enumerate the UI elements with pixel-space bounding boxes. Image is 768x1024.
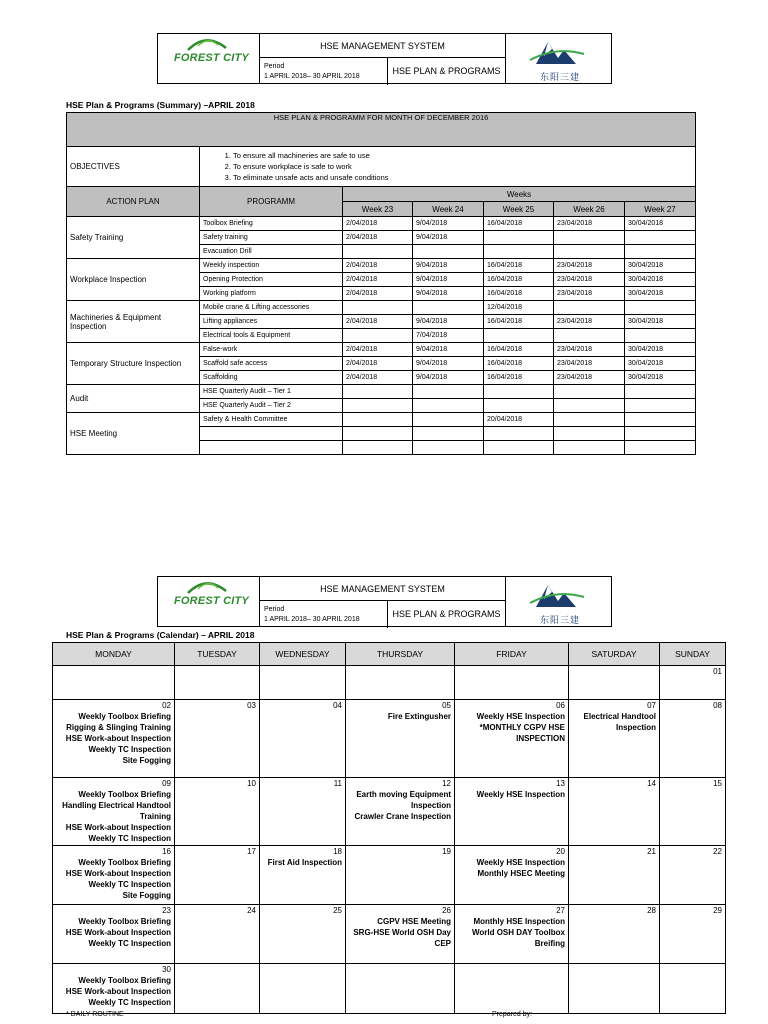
calendar-day-cell xyxy=(569,964,660,1014)
week-date-cell: 23/04/2018 xyxy=(554,259,625,273)
day-header: TUESDAY xyxy=(175,643,260,666)
day-number: 27 xyxy=(556,906,565,915)
calendar-day-cell xyxy=(53,964,175,1014)
week-date-cell: 2/04/2018 xyxy=(343,273,413,287)
week-date-cell: 30/04/2018 xyxy=(625,273,696,287)
calendar-day-cell xyxy=(455,700,569,778)
day-header: MONDAY xyxy=(53,643,175,666)
day-number: 24 xyxy=(247,906,256,915)
week-date-cell xyxy=(554,231,625,245)
program-cell xyxy=(200,427,343,441)
week-date-cell: 2/04/2018 xyxy=(343,231,413,245)
week-date-cell: 2/04/2018 xyxy=(343,217,413,231)
calendar-week-row xyxy=(53,905,726,964)
week-date-cell: 12/04/2018 xyxy=(484,301,554,315)
week-date-cell: 9/04/2018 xyxy=(413,259,484,273)
program-cell: Scaffolding xyxy=(200,371,343,385)
program-cell: Working platform xyxy=(200,287,343,301)
calendar-day-cell xyxy=(569,666,660,700)
period-cell xyxy=(260,58,388,85)
week-date-cell xyxy=(413,301,484,315)
action-plan-cell: HSE Meeting xyxy=(67,413,200,455)
day-number: 12 xyxy=(442,779,451,788)
week-date-cell: 9/04/2018 xyxy=(413,287,484,301)
week-date-cell xyxy=(413,385,484,399)
day-number: 08 xyxy=(713,701,722,710)
summary-table xyxy=(66,112,696,455)
calendar-event: SRG-HSE World OSH Day CEP xyxy=(353,928,451,948)
calendar-event: Weekly TC Inspection xyxy=(88,880,171,889)
calendar-event: Electrical Handtool Inspection xyxy=(583,712,656,732)
calendar-week-row xyxy=(53,846,726,905)
week-date-cell xyxy=(484,329,554,343)
calendar-day-cell xyxy=(346,964,455,1014)
system-title: HSE MANAGEMENT SYSTEM xyxy=(260,34,505,58)
calendar-day-cell xyxy=(175,666,260,700)
week-date-cell xyxy=(625,441,696,455)
calendar-event: Weekly Toolbox Briefing xyxy=(78,976,171,985)
calendar-day-cell xyxy=(346,666,455,700)
day-number: 03 xyxy=(247,701,256,710)
forest-city-logo xyxy=(158,34,260,83)
calendar-day-cell xyxy=(175,905,260,964)
dongyang-logo xyxy=(505,577,611,626)
program-cell: Toolbox Briefing xyxy=(200,217,343,231)
dongyang-logo xyxy=(505,34,611,83)
week-date-cell: 23/04/2018 xyxy=(554,315,625,329)
week-date-cell: 16/04/2018 xyxy=(484,315,554,329)
day-number: 04 xyxy=(333,701,342,710)
calendar-day-cell xyxy=(660,666,726,700)
week-header: Week 25 xyxy=(484,202,554,217)
week-date-cell xyxy=(413,413,484,427)
calendar-event: Weekly Toolbox Briefing xyxy=(78,858,171,867)
calendar-event: First Aid Inspection xyxy=(267,858,342,867)
day-header: FRIDAY xyxy=(455,643,569,666)
summary-title: HSE Plan & Programs (Summary) –APRIL 2018 xyxy=(66,100,255,110)
week-date-cell: 23/04/2018 xyxy=(554,287,625,301)
calendar-day-cell xyxy=(53,778,175,846)
week-date-cell: 9/04/2018 xyxy=(413,217,484,231)
calendar-day-cell xyxy=(53,666,175,700)
calendar-day-cell xyxy=(660,905,726,964)
calendar-event: HSE Work-about Inspection xyxy=(65,823,171,832)
week-date-cell xyxy=(484,441,554,455)
week-date-cell xyxy=(625,245,696,259)
week-date-cell xyxy=(413,441,484,455)
calendar-event: Site Fogging xyxy=(122,756,171,765)
calendar-week-row xyxy=(53,700,726,778)
week-date-cell: 9/04/2018 xyxy=(413,315,484,329)
calendar-day-cell xyxy=(53,700,175,778)
program-cell: Weekly inspection xyxy=(200,259,343,273)
calendar-event: CGPV HSE Meeting xyxy=(377,917,451,926)
logo-text: FOREST CITY xyxy=(174,52,249,64)
week-date-cell xyxy=(625,329,696,343)
program-cell: HSE Quarterly Audit – Tier 1 xyxy=(200,385,343,399)
week-date-cell xyxy=(343,399,413,413)
week-date-cell: 16/04/2018 xyxy=(484,259,554,273)
calendar-day-cell xyxy=(569,846,660,905)
week-date-cell xyxy=(343,441,413,455)
week-date-cell: 30/04/2018 xyxy=(625,259,696,273)
week-date-cell: 2/04/2018 xyxy=(343,287,413,301)
day-number: 11 xyxy=(333,779,342,788)
week-date-cell: 23/04/2018 xyxy=(554,371,625,385)
calendar-event: Weekly HSE Inspection xyxy=(476,790,565,799)
calendar-week-row xyxy=(53,666,726,700)
calendar-event: Earth moving Equipment Inspection xyxy=(356,790,451,810)
calendar-day-cell xyxy=(346,700,455,778)
summary-row xyxy=(67,343,696,357)
week-date-cell: 23/04/2018 xyxy=(554,357,625,371)
week-date-cell xyxy=(484,231,554,245)
col-program: PROGRAMM xyxy=(200,187,343,217)
prepared-by: Prepared by: xyxy=(492,1011,533,1018)
week-date-cell: 16/04/2018 xyxy=(484,343,554,357)
day-header: SUNDAY xyxy=(660,643,726,666)
week-date-cell: 9/04/2018 xyxy=(413,231,484,245)
day-number: 16 xyxy=(162,847,171,856)
week-date-cell: 30/04/2018 xyxy=(625,371,696,385)
week-date-cell xyxy=(554,245,625,259)
week-date-cell: 30/04/2018 xyxy=(625,287,696,301)
week-date-cell xyxy=(343,245,413,259)
plan-title: HSE PLAN & PROGRAMS xyxy=(392,609,501,619)
calendar-event: World OSH DAY Toolbox Breifing xyxy=(471,928,565,948)
week-date-cell: 23/04/2018 xyxy=(554,343,625,357)
week-header: Week 24 xyxy=(413,202,484,217)
calendar-event: HSE Work-about Inspection xyxy=(65,869,171,878)
day-number: 17 xyxy=(247,847,256,856)
calendar-day-cell xyxy=(660,700,726,778)
week-date-cell xyxy=(554,301,625,315)
program-cell: Evacuation Drill xyxy=(200,245,343,259)
summary-row xyxy=(67,301,696,315)
footer-note: * DAILY ROUTINE xyxy=(66,1011,124,1018)
week-date-cell xyxy=(554,413,625,427)
calendar-day-cell xyxy=(569,778,660,846)
calendar-event: Weekly TC Inspection xyxy=(88,745,171,754)
week-header: Week 26 xyxy=(554,202,625,217)
week-date-cell xyxy=(554,385,625,399)
logo2-text: 东阳三建 xyxy=(540,615,581,625)
week-date-cell xyxy=(343,427,413,441)
objectives-label: OBJECTIVES xyxy=(67,147,200,187)
action-plan-cell: Temporary Structure Inspection xyxy=(67,343,200,385)
logo2-text: 东阳三建 xyxy=(540,72,581,82)
calendar-event: Weekly TC Inspection xyxy=(88,834,171,843)
week-date-cell xyxy=(554,441,625,455)
day-number: 26 xyxy=(442,906,451,915)
calendar-title: HSE Plan & Programs (Calendar) – APRIL 2018 xyxy=(66,630,255,640)
week-date-cell: 7/04/2018 xyxy=(413,329,484,343)
program-cell: Safety & Health Committee xyxy=(200,413,343,427)
calendar-event: Site Fogging xyxy=(122,891,171,900)
calendar-event: Weekly Toolbox Briefing xyxy=(78,712,171,721)
week-date-cell: 9/04/2018 xyxy=(413,357,484,371)
week-date-cell xyxy=(554,329,625,343)
week-date-cell xyxy=(413,399,484,413)
objective-item: 3. To eliminate unsafe acts and unsafe conditions xyxy=(233,172,692,183)
day-number: 30 xyxy=(162,965,171,974)
calendar-day-cell xyxy=(455,905,569,964)
week-date-cell: 23/04/2018 xyxy=(554,217,625,231)
calendar-day-cell xyxy=(53,846,175,905)
logo-text: FOREST CITY xyxy=(174,595,249,607)
calendar-event: Crawler Crane Inspection xyxy=(354,812,451,821)
week-date-cell: 9/04/2018 xyxy=(413,343,484,357)
calendar-event: Weekly HSE Inspection xyxy=(476,712,565,721)
calendar-event: Weekly Toolbox Briefing xyxy=(78,790,171,799)
week-date-cell: 30/04/2018 xyxy=(625,343,696,357)
objectives-list xyxy=(200,147,696,187)
program-cell: Scaffold safe access xyxy=(200,357,343,371)
program-cell: Opening Protection xyxy=(200,273,343,287)
day-header: SATURDAY xyxy=(569,643,660,666)
calendar-event: Weekly HSE Inspection xyxy=(476,858,565,867)
summary-row xyxy=(67,385,696,399)
summary-row xyxy=(67,217,696,231)
day-number: 23 xyxy=(162,906,171,915)
week-date-cell xyxy=(625,231,696,245)
col-weeks: Weeks xyxy=(343,187,696,202)
day-number: 06 xyxy=(556,701,565,710)
week-date-cell: 30/04/2018 xyxy=(625,217,696,231)
calendar-day-cell xyxy=(175,778,260,846)
week-date-cell xyxy=(554,427,625,441)
day-number: 20 xyxy=(556,847,565,856)
week-date-cell xyxy=(343,413,413,427)
objective-item: 2. To ensure workplace is safe to work xyxy=(233,161,692,172)
calendar-day-cell xyxy=(660,846,726,905)
program-cell: Safety training xyxy=(200,231,343,245)
day-number: 07 xyxy=(647,701,656,710)
period-value: 1 APRIL 2018– 30 APRIL 2018 xyxy=(264,73,360,80)
calendar-day-cell xyxy=(260,964,346,1014)
period-label: Period xyxy=(264,63,285,70)
week-date-cell xyxy=(343,301,413,315)
program-cell: HSE Quarterly Audit – Tier 2 xyxy=(200,399,343,413)
program-cell: Lifting appliances xyxy=(200,315,343,329)
period-label: Period xyxy=(264,606,285,613)
day-number: 09 xyxy=(162,779,171,788)
calendar-day-cell xyxy=(175,846,260,905)
week-date-cell: 16/04/2018 xyxy=(484,357,554,371)
action-plan-cell: Audit xyxy=(67,385,200,413)
calendar-day-cell xyxy=(346,846,455,905)
day-number: 15 xyxy=(713,779,722,788)
calendar-day-cell xyxy=(260,700,346,778)
week-date-cell: 16/04/2018 xyxy=(484,287,554,301)
week-date-cell xyxy=(343,329,413,343)
week-date-cell: 2/04/2018 xyxy=(343,343,413,357)
week-date-cell: 16/04/2018 xyxy=(484,217,554,231)
week-date-cell xyxy=(625,399,696,413)
week-date-cell xyxy=(554,399,625,413)
period-cell xyxy=(260,601,388,628)
action-plan-cell: Workplace Inspection xyxy=(67,259,200,301)
day-header: WEDNESDAY xyxy=(260,643,346,666)
week-date-cell: 30/04/2018 xyxy=(625,357,696,371)
calendar-day-cell xyxy=(455,666,569,700)
forest-city-logo xyxy=(158,577,260,626)
calendar-day-cell xyxy=(569,700,660,778)
week-date-cell: 16/04/2018 xyxy=(484,273,554,287)
program-cell: False-work xyxy=(200,343,343,357)
objective-item: 1. To ensure all machineries are safe to use xyxy=(233,150,692,161)
week-date-cell xyxy=(625,427,696,441)
week-date-cell xyxy=(484,427,554,441)
day-number: 21 xyxy=(647,847,656,856)
week-date-cell: 20/04/2018 xyxy=(484,413,554,427)
calendar-table xyxy=(52,642,726,1014)
week-date-cell: 30/04/2018 xyxy=(625,315,696,329)
week-header: Week 27 xyxy=(625,202,696,217)
calendar-day-cell xyxy=(455,778,569,846)
calendar-day-cell xyxy=(660,964,726,1014)
calendar-day-cell xyxy=(260,846,346,905)
week-date-cell xyxy=(343,385,413,399)
week-date-cell: 2/04/2018 xyxy=(343,357,413,371)
calendar-event: Monthly HSE Inspection xyxy=(473,917,565,926)
program-cell: Mobile crane & Lifting accessories xyxy=(200,301,343,315)
period-value: 1 APRIL 2018– 30 APRIL 2018 xyxy=(264,616,360,623)
week-date-cell xyxy=(625,385,696,399)
calendar-day-cell xyxy=(346,905,455,964)
calendar-event: *MONTHLY CGPV HSE INSPECTION xyxy=(479,723,565,743)
calendar-day-cell xyxy=(455,846,569,905)
week-date-cell xyxy=(625,413,696,427)
calendar-day-cell xyxy=(260,905,346,964)
week-date-cell: 9/04/2018 xyxy=(413,371,484,385)
calendar-event: Handling Electrical Handtool Training xyxy=(62,801,171,821)
week-date-cell: 9/04/2018 xyxy=(413,273,484,287)
day-number: 14 xyxy=(647,779,656,788)
week-date-cell xyxy=(413,427,484,441)
day-number: 05 xyxy=(442,701,451,710)
week-date-cell xyxy=(484,245,554,259)
day-number: 10 xyxy=(247,779,256,788)
day-number: 02 xyxy=(162,701,171,710)
day-number: 25 xyxy=(333,906,342,915)
calendar-day-cell xyxy=(346,778,455,846)
summary-row xyxy=(67,413,696,427)
week-date-cell xyxy=(484,385,554,399)
calendar-event: HSE Work-about Inspection xyxy=(65,734,171,743)
week-date-cell: 2/04/2018 xyxy=(343,315,413,329)
document-header xyxy=(157,33,612,84)
document-header-2 xyxy=(157,576,612,627)
day-number: 28 xyxy=(647,906,656,915)
calendar-event: Weekly Toolbox Briefing xyxy=(78,917,171,926)
calendar-day-cell xyxy=(660,778,726,846)
program-cell: Electrical tools & Equipment xyxy=(200,329,343,343)
week-date-cell xyxy=(484,399,554,413)
program-cell xyxy=(200,441,343,455)
week-date-cell xyxy=(413,245,484,259)
day-header: THURSDAY xyxy=(346,643,455,666)
calendar-day-cell xyxy=(53,905,175,964)
calendar-event: HSE Work-about Inspection xyxy=(65,928,171,937)
week-date-cell xyxy=(625,301,696,315)
week-date-cell: 23/04/2018 xyxy=(554,273,625,287)
day-number: 18 xyxy=(333,847,342,856)
week-date-cell: 2/04/2018 xyxy=(343,259,413,273)
calendar-day-cell xyxy=(260,666,346,700)
summary-banner: HSE PLAN & PROGRAMM FOR MONTH OF DECEMBER 2016 xyxy=(67,113,696,147)
calendar-week-row xyxy=(53,964,726,1014)
plan-title: HSE PLAN & PROGRAMS xyxy=(392,66,501,76)
day-number: 19 xyxy=(442,847,451,856)
system-title: HSE MANAGEMENT SYSTEM xyxy=(260,577,505,601)
col-action-plan: ACTION PLAN xyxy=(67,187,200,217)
calendar-day-cell xyxy=(175,964,260,1014)
calendar-day-cell xyxy=(175,700,260,778)
calendar-day-cell xyxy=(569,905,660,964)
calendar-event: Weekly TC Inspection xyxy=(88,998,171,1007)
calendar-week-row xyxy=(53,778,726,846)
week-date-cell: 16/04/2018 xyxy=(484,371,554,385)
action-plan-cell: Machineries & Equipment Inspection xyxy=(67,301,200,343)
calendar-event: Fire Extingusher xyxy=(387,712,451,721)
calendar-day-cell xyxy=(455,964,569,1014)
action-plan-cell: Safety Training xyxy=(67,217,200,259)
calendar-event: HSE Work-about Inspection xyxy=(65,987,171,996)
week-date-cell: 2/04/2018 xyxy=(343,371,413,385)
calendar-event: Rigging & Slinging Training xyxy=(66,723,171,732)
calendar-event: Monthly HSEC Meeting xyxy=(477,869,565,878)
day-number: 13 xyxy=(556,779,565,788)
summary-row xyxy=(67,259,696,273)
day-number: 22 xyxy=(713,847,722,856)
week-header: Week 23 xyxy=(343,202,413,217)
calendar-event: Weekly TC Inspection xyxy=(88,939,171,948)
day-number: 01 xyxy=(713,667,722,676)
calendar-day-cell xyxy=(260,778,346,846)
day-number: 29 xyxy=(713,906,722,915)
